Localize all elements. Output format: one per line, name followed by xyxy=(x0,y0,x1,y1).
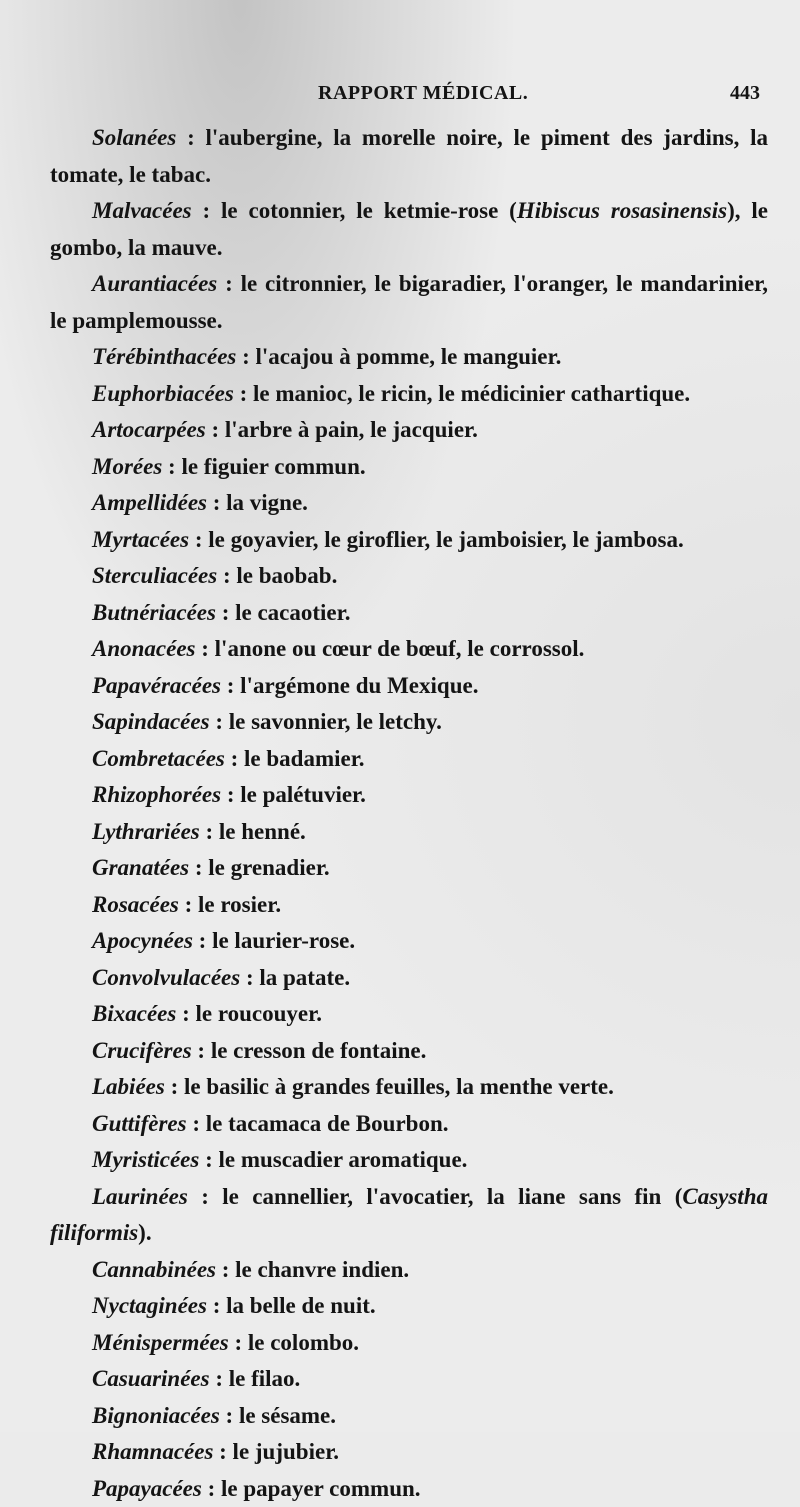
entry-casuarinees xyxy=(0,1361,800,1398)
running-title: RAPPORT MÉDICAL. xyxy=(318,82,528,105)
entry-text: : le cotonnier, le ketmie-rose ( xyxy=(192,198,517,223)
entry-text: : l'arbre à pain, le jacquier. xyxy=(206,417,478,442)
entry-text-after: ), le gombo, la mauve. xyxy=(50,198,768,260)
family-name: Artocarpées xyxy=(92,417,206,442)
entry-text: : le colombo. xyxy=(229,1330,359,1355)
entry-malvacees xyxy=(0,193,800,266)
family-name: Malvacées xyxy=(92,198,192,223)
family-name: Rhamnacées xyxy=(92,1439,213,1464)
entry-lythrariees xyxy=(0,814,800,851)
entry-text: : le manioc, le ricin, le médicinier cathartique. xyxy=(234,381,690,406)
entry-sapindacees xyxy=(0,704,800,741)
family-name: Convolvulacées xyxy=(92,965,240,990)
entry-text: : l'aubergine, la morelle noire, le piment des jardins, la tomate, le tabac. xyxy=(50,125,768,187)
family-name: Térébinthacées xyxy=(92,344,236,369)
entry-terebinthacees xyxy=(0,339,800,376)
family-name: Anonacées xyxy=(92,636,196,661)
scientific-name: Casystha filiformis xyxy=(50,1184,768,1246)
family-name: Ménispermées xyxy=(92,1330,229,1355)
entry-text: : le cacaotier. xyxy=(216,600,351,625)
entry-text: : la patate. xyxy=(240,965,350,990)
family-name: Aurantiacées xyxy=(92,271,217,296)
entry-text: : le tacamaca de Bourbon. xyxy=(187,1111,449,1136)
entry-text: : la vigne. xyxy=(207,490,308,515)
family-name: Myrtacées xyxy=(92,527,189,552)
family-name: Rosacées xyxy=(92,892,179,917)
family-name: Butnériacées xyxy=(92,600,216,625)
family-name: Sterculiacées xyxy=(92,563,217,588)
plant-family-list xyxy=(0,120,800,1507)
entry-nyctaginees xyxy=(0,1288,800,1325)
entry-granatees xyxy=(0,850,800,887)
entry-myrtacees xyxy=(0,522,800,559)
entry-text: : le filao. xyxy=(210,1366,301,1391)
family-name: Papavéracées xyxy=(92,673,221,698)
family-name: Nyctaginées xyxy=(92,1293,207,1318)
entry-euphorbiacees xyxy=(0,376,800,413)
entry-rhizophorees xyxy=(0,777,800,814)
entry-rhamnacees xyxy=(0,1434,800,1471)
entry-anonacees xyxy=(0,631,800,668)
entry-ampellidees xyxy=(0,485,800,522)
entry-menispermees xyxy=(0,1325,800,1362)
entry-bignoniacees xyxy=(0,1398,800,1435)
family-name: Labiées xyxy=(92,1074,165,1099)
family-name: Euphorbiacées xyxy=(92,381,234,406)
family-name: Combretacées xyxy=(92,746,225,771)
page-number: 443 xyxy=(730,82,760,105)
entry-convolvulacees xyxy=(0,960,800,997)
entry-text: : le rosier. xyxy=(179,892,281,917)
entry-bixacees xyxy=(0,996,800,1033)
entry-rosacees xyxy=(0,887,800,924)
family-name: Sapindacées xyxy=(92,709,210,734)
entry-text: : le muscadier aromatique. xyxy=(199,1147,467,1172)
family-name: Bixacées xyxy=(92,1001,176,1026)
family-name: Laurinées xyxy=(92,1184,188,1209)
entry-aurantiacees xyxy=(0,266,800,339)
entry-text: : le grenadier. xyxy=(189,855,330,880)
family-name: Crucifères xyxy=(92,1038,192,1063)
family-name: Granatées xyxy=(92,855,189,880)
entry-text: : l'argémone du Mexique. xyxy=(221,673,478,698)
entry-text: : le citronnier, le bigaradier, l'oranger, le mandarinier, le pamplemousse. xyxy=(50,271,768,333)
entry-guttiferes xyxy=(0,1106,800,1143)
entry-text: : le figuier commun. xyxy=(162,454,365,479)
entry-morees xyxy=(0,449,800,486)
scientific-name: Hibiscus rosasinensis xyxy=(517,198,727,223)
entry-artocarpees xyxy=(0,412,800,449)
entry-cannabinees xyxy=(0,1252,800,1289)
entry-text: : le goyavier, le giroflier, le jamboisier, le jambosa. xyxy=(189,527,684,552)
family-name: Bignoniacées xyxy=(92,1403,220,1428)
entry-text: : le cannellier, l'avocatier, la liane sans fin ( xyxy=(188,1184,683,1209)
entry-text: : le laurier-rose. xyxy=(193,928,355,953)
entry-cruciferes xyxy=(0,1033,800,1070)
entry-combretacees xyxy=(0,741,800,778)
entry-text: : le savonnier, le letchy. xyxy=(210,709,442,734)
entry-text: : le chanvre indien. xyxy=(216,1257,409,1282)
entry-text: : le henné. xyxy=(200,819,306,844)
entry-solanees xyxy=(0,120,800,193)
entry-myristicees xyxy=(0,1142,800,1179)
entry-papaveracees xyxy=(0,668,800,705)
family-name: Guttifères xyxy=(92,1111,187,1136)
family-name: Lythrariées xyxy=(92,819,200,844)
entry-butneriacees xyxy=(0,595,800,632)
entry-text: : le palétuvier. xyxy=(221,782,366,807)
family-name: Cannabinées xyxy=(92,1257,216,1282)
entry-text: : le roucouyer. xyxy=(176,1001,322,1026)
family-name: Solanées xyxy=(92,125,176,150)
entry-labiees xyxy=(0,1069,800,1106)
entry-text: : le jujubier. xyxy=(213,1439,339,1464)
entry-text: : le baobab. xyxy=(217,563,337,588)
entry-sterculiacees xyxy=(0,558,800,595)
entry-text: : le basilic à grandes feuilles, la menthe verte. xyxy=(165,1074,614,1099)
entry-text: : le badamier. xyxy=(225,746,365,771)
family-name: Rhizophorées xyxy=(92,782,221,807)
entry-laurinees xyxy=(0,1179,800,1252)
family-name: Apocynées xyxy=(92,928,193,953)
entry-apocynees xyxy=(0,923,800,960)
entry-text: : l'anone ou cœur de bœuf, le corrossol. xyxy=(196,636,585,661)
family-name: Papayacées xyxy=(92,1476,202,1501)
family-name: Morées xyxy=(92,454,162,479)
running-header xyxy=(0,82,800,112)
entry-papayacees xyxy=(0,1471,800,1507)
family-name: Casuarinées xyxy=(92,1366,210,1391)
family-name: Myristicées xyxy=(92,1147,199,1172)
entry-text: : l'acajou à pomme, le manguier. xyxy=(236,344,561,369)
entry-text-after: ). xyxy=(138,1220,151,1245)
entry-text: : le cresson de fontaine. xyxy=(192,1038,427,1063)
entry-text: : la belle de nuit. xyxy=(207,1293,376,1318)
entry-text: : le sésame. xyxy=(220,1403,336,1428)
family-name: Ampellidées xyxy=(92,490,207,515)
entry-text: : le papayer commun. xyxy=(202,1476,421,1501)
